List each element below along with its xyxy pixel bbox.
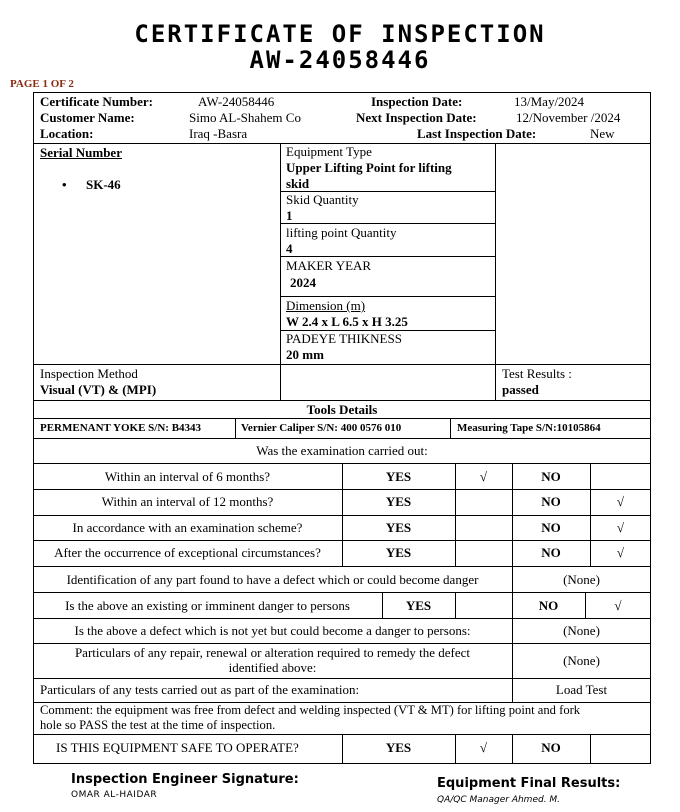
exam-no-label: NO (541, 494, 561, 509)
page-label: PAGE 1 OF 2 (10, 78, 74, 90)
maker-year-label: MAKER YEAR (286, 258, 372, 273)
danger-no-check: √ (614, 598, 622, 613)
cert-number-label: Certificate Number: (40, 94, 153, 109)
next-inspection-label: Next Inspection Date: (356, 110, 477, 125)
repair-value: (None) (563, 653, 600, 668)
exam-no-check: √ (616, 494, 625, 509)
exam-row-label: Within an interval of 6 months? (104, 469, 271, 484)
exam-row-label: After the occurrence of exceptional circumstances? (54, 545, 321, 560)
location-label: Location: (40, 126, 94, 141)
location-value: Iraq -Basra (189, 126, 248, 141)
exam-no-label: NO (541, 469, 561, 484)
lifting-point-quantity-value: 4 (286, 241, 293, 256)
skid-quantity-value: 1 (286, 208, 293, 223)
tool-tape: Measuring Tape S/N:10105864 (457, 422, 601, 434)
dimension-label: Dimension (m) (286, 298, 366, 313)
padeye-thickness-value: 20 mm (286, 347, 324, 362)
exam-row-label: Within an interval of 12 months? (101, 494, 274, 509)
engineer-name: OMAR AL-HAIDAR (71, 790, 158, 800)
safe-to-operate-label: IS THIS EQUIPMENT SAFE TO OPERATE? (56, 740, 299, 755)
customer-name-label: Customer Name: (40, 110, 135, 125)
inspection-method-label: Inspection Method (40, 366, 138, 381)
certificate-number-title: AW-24058446 (249, 46, 431, 74)
qa-manager-name: QA/QC Manager Ahmed. M. (437, 795, 561, 805)
tests-value: Load Test (555, 682, 608, 697)
maker-year-value: 2024 (290, 275, 316, 290)
safe-no-label: NO (541, 740, 561, 755)
exam-yes-label: YES (385, 545, 412, 560)
lifting-point-quantity-label: lifting point Quantity (286, 225, 397, 240)
safe-yes-check: √ (479, 740, 488, 755)
repair-label: Particulars of any repair, renewal or alteration required to remedy the defect (74, 645, 471, 660)
exam-row-label: In accordance with an examination scheme? (72, 520, 303, 535)
serial-bullet: • (62, 177, 67, 192)
repair-label-cont: identified above: (228, 660, 317, 675)
examination-header: Was the examination carried out: (256, 443, 428, 458)
danger-yes-label: YES (405, 598, 432, 613)
exam-yes-label: YES (385, 520, 412, 535)
exam-no-label: NO (541, 520, 561, 535)
comment-line-2: hole so PASS the test at the time of inspection. (40, 718, 276, 732)
customer-name-value: Simo AL-Shahem Co (189, 110, 301, 125)
tests-label: Particulars of any tests carried out as part of the examination: (40, 682, 360, 697)
inspection-date-label: Inspection Date: (371, 94, 463, 109)
safe-yes-label: YES (385, 740, 412, 755)
test-results-label: Test Results : (502, 366, 572, 381)
dimension-value: W 2.4 x L 6.5 x H 3.25 (286, 314, 408, 329)
identification-value: (None) (563, 572, 600, 587)
comment-line-1: Comment: the equipment was free from defect and welding inspected (VT & MT) for lifting point and fork (40, 703, 581, 717)
last-inspection-value: New (590, 126, 615, 141)
tool-caliper: Vernier Caliper S/N: 400 0576 010 (241, 422, 402, 434)
exam-no-label: NO (541, 545, 561, 560)
exam-yes-label: YES (385, 494, 412, 509)
next-inspection-value: 12/November /2024 (516, 110, 621, 125)
cert-number-value: AW-24058446 (198, 94, 275, 109)
identification-label: Identification of any part found to have a defect which or could become danger (66, 572, 479, 587)
future-defect-label: Is the above a defect which is not yet but could become a danger to persons: (74, 623, 471, 638)
serial-number-label: Serial Number (40, 145, 122, 160)
certificate-title: CERTIFICATE OF INSPECTION (134, 20, 546, 48)
last-inspection-label: Last Inspection Date: (417, 126, 537, 141)
inspection-method-value: Visual (VT) & (MPI) (40, 382, 157, 397)
serial-number-value: SK-46 (86, 177, 121, 192)
tool-yoke: PERMENANT YOKE S/N: B4343 (40, 422, 202, 434)
future-defect-value: (None) (563, 623, 600, 638)
exam-no-check: √ (616, 520, 625, 535)
inspection-date-value: 13/May/2024 (514, 94, 585, 109)
exam-no-check: √ (616, 545, 625, 560)
tools-details-header: Tools Details (306, 402, 378, 417)
danger-no-label: NO (538, 598, 559, 613)
exam-yes-check: √ (479, 469, 488, 484)
danger-label: Is the above an existing or imminent danger to persons (65, 598, 350, 613)
final-results-label: Equipment Final Results: (437, 776, 621, 791)
exam-yes-label: YES (385, 469, 412, 484)
equipment-type-value: Upper Lifting Point for lifting (286, 160, 452, 175)
skid-quantity-label: Skid Quantity (286, 192, 359, 207)
padeye-thickness-label: PADEYE THIKNESS (286, 331, 402, 346)
engineer-signature-label: Inspection Engineer Signature: (71, 772, 299, 787)
equipment-type-value-cont: skid (286, 176, 310, 191)
test-results-value: passed (502, 382, 539, 397)
equipment-type-label: Equipment Type (286, 144, 372, 159)
